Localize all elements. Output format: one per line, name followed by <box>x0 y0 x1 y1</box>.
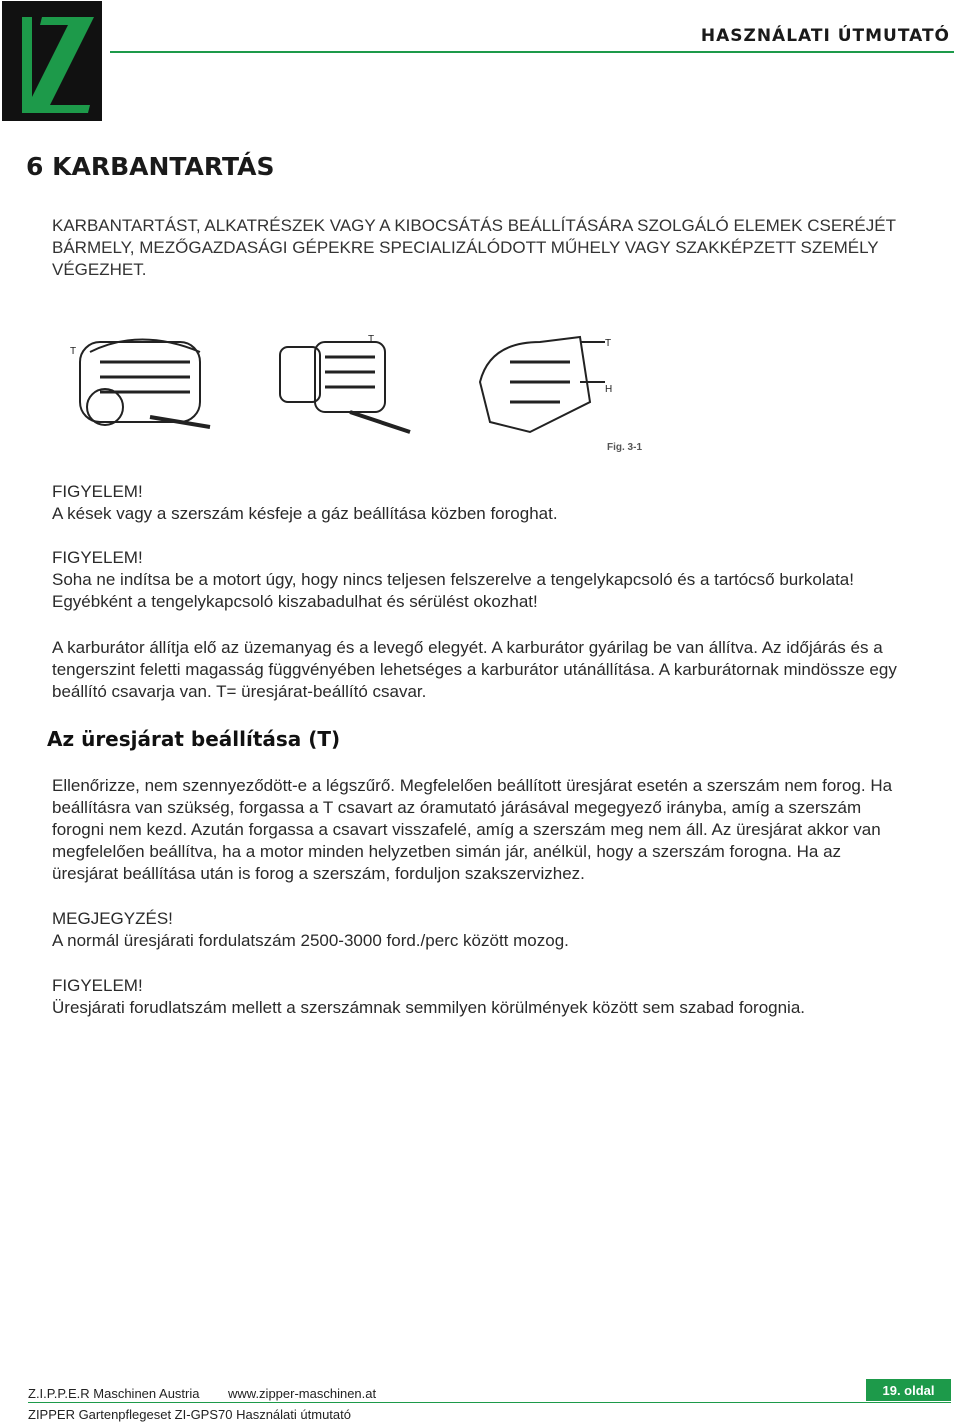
warning-2-heading: FIGYELEM! <box>52 548 143 567</box>
figure-marker-t-3: T <box>605 338 612 349</box>
page-number-badge: 19. oldal <box>866 1379 951 1401</box>
figure-marker-t-1: T <box>70 346 77 357</box>
footer-rule <box>28 1402 951 1403</box>
warning-3-heading: FIGYELEM! <box>52 976 143 995</box>
engine-figures <box>60 322 660 462</box>
zipper-logo-mark <box>2 1 102 121</box>
header-title: HASZNÁLATI ÚTMUTATÓ <box>700 26 950 46</box>
section-title: 6 KARBANTARTÁS <box>26 152 275 181</box>
figure-marker-h: H <box>605 384 613 395</box>
footer-company: Z.I.P.P.E.R Maschinen Austria <box>28 1386 200 1401</box>
header-rule <box>110 51 954 53</box>
warning-1-heading: FIGYELEM! <box>52 482 143 501</box>
zipper-logo <box>2 1 102 121</box>
idle-subheading: Az üresjárat beállítása (T) <box>47 727 341 751</box>
figure-label: Fig. 3-1 <box>607 442 643 453</box>
warning-1-text: A kések vagy a szerszám késfeje a gáz beállítása közben foroghat. <box>52 504 558 523</box>
idle-paragraph: Ellenőrizze, nem szennyeződött-e a légszűrő. Megfelelően beállított üresjárat esetén a szerszám nem forog. Ha beállításra van szükség, forgassa a T csavart az óramutató járásával megegyező irányba, amíg a szerszám forogni nem kezd. Azután forgassa a csavart visszafelé, amíg a szerszám meg nem áll. Az üresjárat akkor van megfelelően beállítva, ha a motor minden helyzetben simán jár, anélkül, hogy a szerszám forogna. Ha az üresjárat beállítása után is forog a szerszám, forduljon szakszervizhez. <box>52 776 893 883</box>
engine-sketch-3 <box>480 337 605 432</box>
warning-2-text: Soha ne indítsa be a motort úgy, hogy nincs teljesen felszerelve a tengelykapcsoló és a tartócső burkolata! Egyébként a tengelykapcsoló kiszabadulhat és sérülést okozhat! <box>52 570 854 611</box>
note-text: A normál üresjárati fordulatszám 2500-3000 ford./perc között mozog. <box>52 931 569 950</box>
figure-marker-t-2: T <box>368 334 375 345</box>
carburetor-paragraph: A karburátor állítja elő az üzemanyag és a levegő elegyét. A karburátor gyárilag be van állítva. Az időjárás és a tengerszint feletti magasság függvényében lehetséges a karburátor utánállítása. A karburátornak mindössze egy beállító csavarja van. T= üresjárat-beállító csavar. <box>52 638 897 701</box>
note-heading: MEGJEGYZÉS! <box>52 909 173 928</box>
warning-3-text: Üresjárati forudlatszám mellett a szerszámnak semmilyen körülmények között sem szabad forognia. <box>52 998 806 1017</box>
intro-paragraph: KARBANTARTÁST, ALKATRÉSZEK VAGY A KIBOCSÁTÁS BEÁLLÍTÁSÁRA SZOLGÁLÓ ELEMEK CSERÉJÉT BÁRMELY, MEZŐGAZDASÁGI GÉPEKRE SPECIALIZÁLÓDOTT MŰHELY VAGY SZAKKÉPZETT SZEMÉLY VÉGEZHET. <box>52 216 896 279</box>
engine-sketch-2 <box>280 342 410 432</box>
engine-sketch-1 <box>80 340 210 428</box>
footer-manual-title: ZIPPER Gartenpflegeset ZI-GPS70 Használati útmutató <box>28 1407 351 1422</box>
footer-url[interactable]: www.zipper-maschinen.at <box>228 1386 377 1401</box>
